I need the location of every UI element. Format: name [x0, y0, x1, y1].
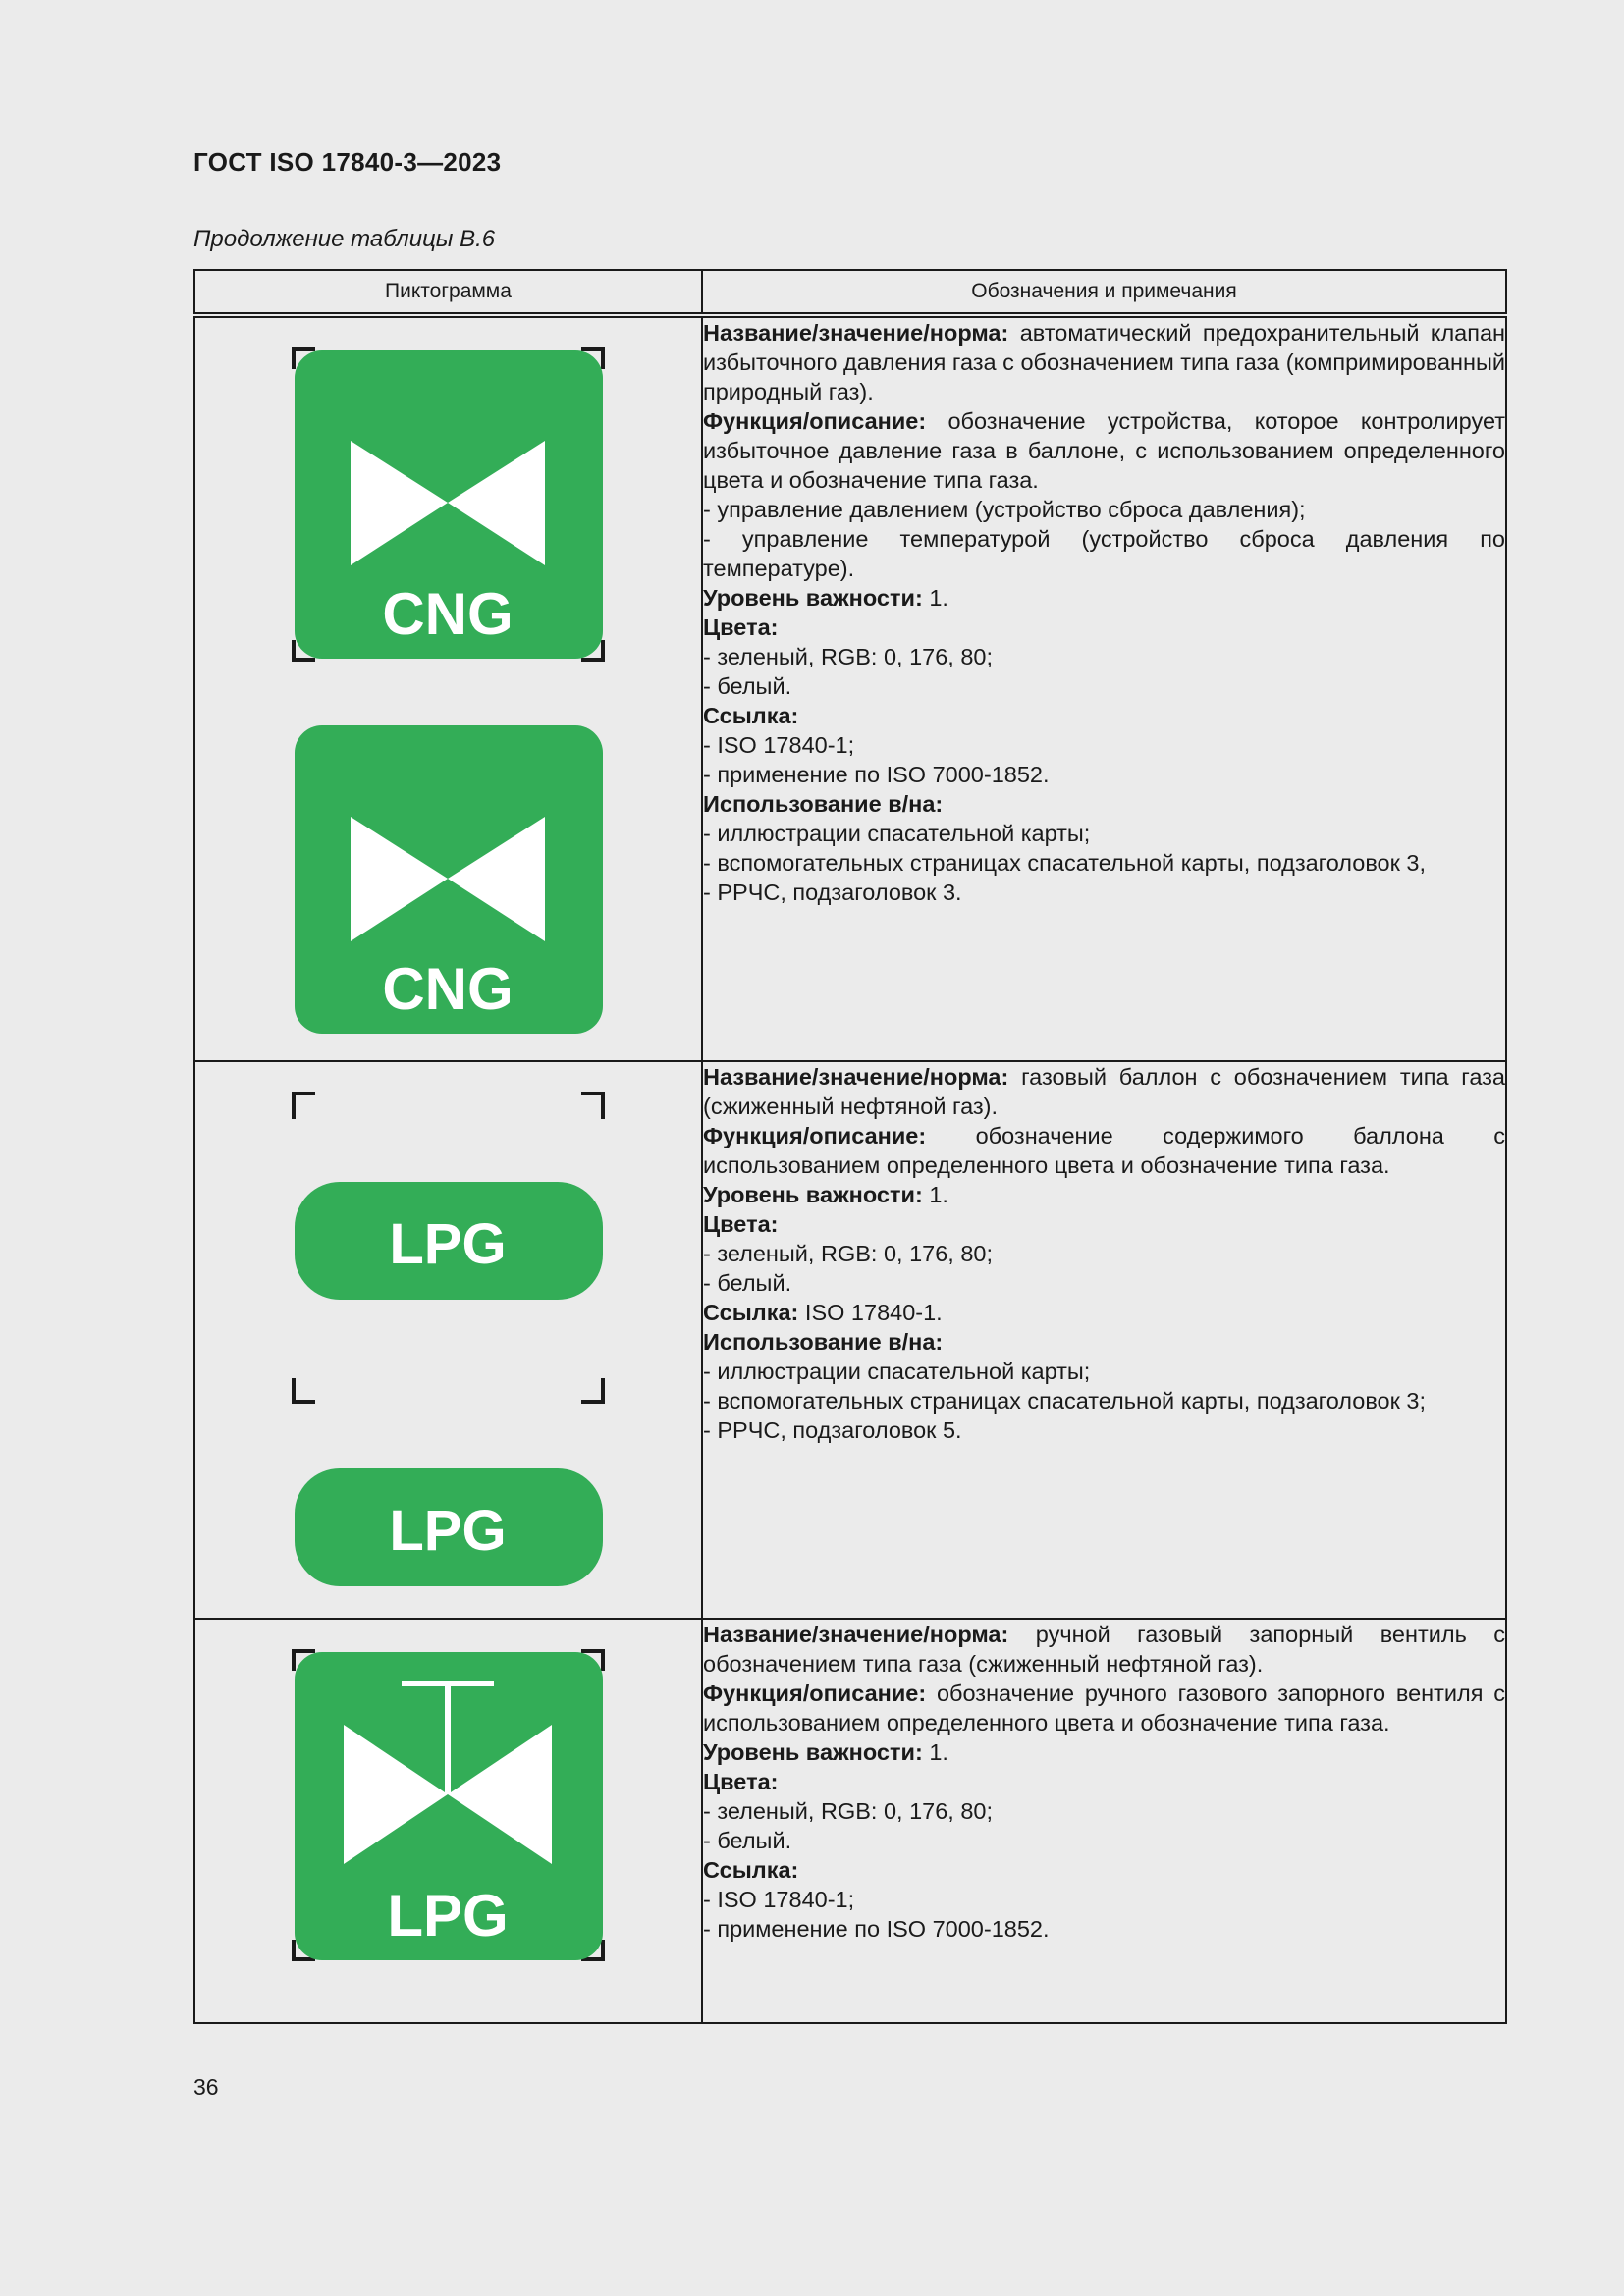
- function-text: обозначение содержимого баллона с использованием определенного цвета и обозначение типа газа.: [703, 1123, 1505, 1178]
- name-label: Название/значение/норма:: [703, 1064, 1009, 1090]
- name-text: ручной газовый запорный вентиль с обозначением типа газа (сжиженный нефтяной газ).: [703, 1622, 1505, 1677]
- usage-label: Использование в/на:: [703, 791, 944, 817]
- function-text: обозначение устройства, которое контролирует избыточное давление газа в баллоне, с использованием определенного цвета и обозначение типа газа.: [703, 408, 1505, 493]
- page-number: 36: [193, 2074, 219, 2100]
- column-header-notes: Обозначения и примечания: [702, 270, 1506, 315]
- pictogram-cell: [194, 1619, 702, 2023]
- reference-label: Ссылка:: [703, 1300, 799, 1325]
- reference-label: Ссылка:: [703, 1857, 799, 1883]
- gas-type-label: CNG: [382, 581, 514, 647]
- level-value: 1.: [929, 585, 948, 611]
- notes-cell: [702, 1061, 1506, 1619]
- name-label: Название/значение/норма:: [703, 1622, 1009, 1647]
- name-text: газовый баллон с обозначением типа газа (сжиженный нефтяной газ).: [703, 1064, 1505, 1119]
- reference-text: ISO 17840-1.: [804, 1300, 943, 1325]
- function-label: Функция/описание:: [703, 408, 927, 434]
- table-caption: Продолжение таблицы В.6: [193, 226, 496, 252]
- pictogram-table: [193, 269, 1507, 2024]
- pictogram-cell: [194, 315, 702, 1061]
- gas-type-label: LPG: [387, 1883, 509, 1949]
- notes-cell: [702, 315, 1506, 1061]
- function-text: обозначение ручного газового запорного вентиля с использованием определенного цвета и обозначение типа газа.: [703, 1681, 1506, 1735]
- list-item: - белый.: [703, 673, 792, 699]
- list-item: - иллюстрации спасательной карты;: [703, 821, 1091, 846]
- document-id: ГОСТ ISO 17840-3—2023: [193, 147, 502, 177]
- reference-label: Ссылка:: [703, 703, 799, 728]
- name-label: Название/значение/норма:: [703, 320, 1009, 346]
- list-item: - РРЧС, подзаголовок 3.: [703, 880, 962, 905]
- gas-type-label: LPG: [389, 1212, 507, 1276]
- list-item: - РРЧС, подзаголовок 5.: [703, 1417, 962, 1443]
- list-item: - белый.: [703, 1828, 792, 1853]
- lpg-label-icon: [195, 1062, 701, 1616]
- level-value: 1.: [929, 1182, 948, 1207]
- list-item: - зеленый, RGB: 0, 176, 80;: [703, 644, 994, 669]
- colors-label: Цвета:: [703, 1211, 779, 1237]
- list-item: - применение по ISO 7000-1852.: [703, 762, 1050, 787]
- table-row: [194, 1619, 1506, 2023]
- list-item: - применение по ISO 7000-1852.: [703, 1916, 1050, 1942]
- name-text: автоматический предохранительный клапан избыточного давления газа с обозначением типа газа (компримированный природный газ).: [703, 320, 1506, 404]
- level-label: Уровень важности:: [703, 1739, 923, 1765]
- list-item: - вспомогательных страницах спасательной карты, подзаголовок 3;: [703, 1388, 1427, 1414]
- gas-type-label: LPG: [389, 1499, 507, 1563]
- list-item: - ISO 17840-1;: [703, 1887, 855, 1912]
- list-item: - управление температурой (устройство сброса давления по температуре).: [703, 526, 1505, 581]
- usage-label: Использование в/на:: [703, 1329, 944, 1355]
- valve-cng-icon: [195, 318, 701, 1060]
- table-row: [194, 1061, 1506, 1619]
- list-item: - зеленый, RGB: 0, 176, 80;: [703, 1798, 994, 1824]
- table-row: [194, 315, 1506, 1061]
- list-item: - управление давлением (устройство сброса давления);: [703, 497, 1306, 522]
- gas-type-label: CNG: [382, 956, 514, 1022]
- manual-valve-lpg-icon: [195, 1620, 701, 2022]
- pictogram-cell: [194, 1061, 702, 1619]
- list-item: - вспомогательных страницах спасательной карты, подзаголовок 3,: [703, 850, 1427, 876]
- list-item: - зеленый, RGB: 0, 176, 80;: [703, 1241, 994, 1266]
- colors-label: Цвета:: [703, 614, 779, 640]
- function-label: Функция/описание:: [703, 1681, 927, 1706]
- list-item: - иллюстрации спасательной карты;: [703, 1359, 1091, 1384]
- notes-cell: [702, 1619, 1506, 2023]
- level-value: 1.: [929, 1739, 948, 1765]
- level-label: Уровень важности:: [703, 1182, 923, 1207]
- list-item: - ISO 17840-1;: [703, 732, 855, 758]
- column-header-pictogram: Пиктограмма: [194, 270, 702, 315]
- colors-label: Цвета:: [703, 1769, 779, 1794]
- level-label: Уровень важности:: [703, 585, 923, 611]
- list-item: - белый.: [703, 1270, 792, 1296]
- function-label: Функция/описание:: [703, 1123, 927, 1148]
